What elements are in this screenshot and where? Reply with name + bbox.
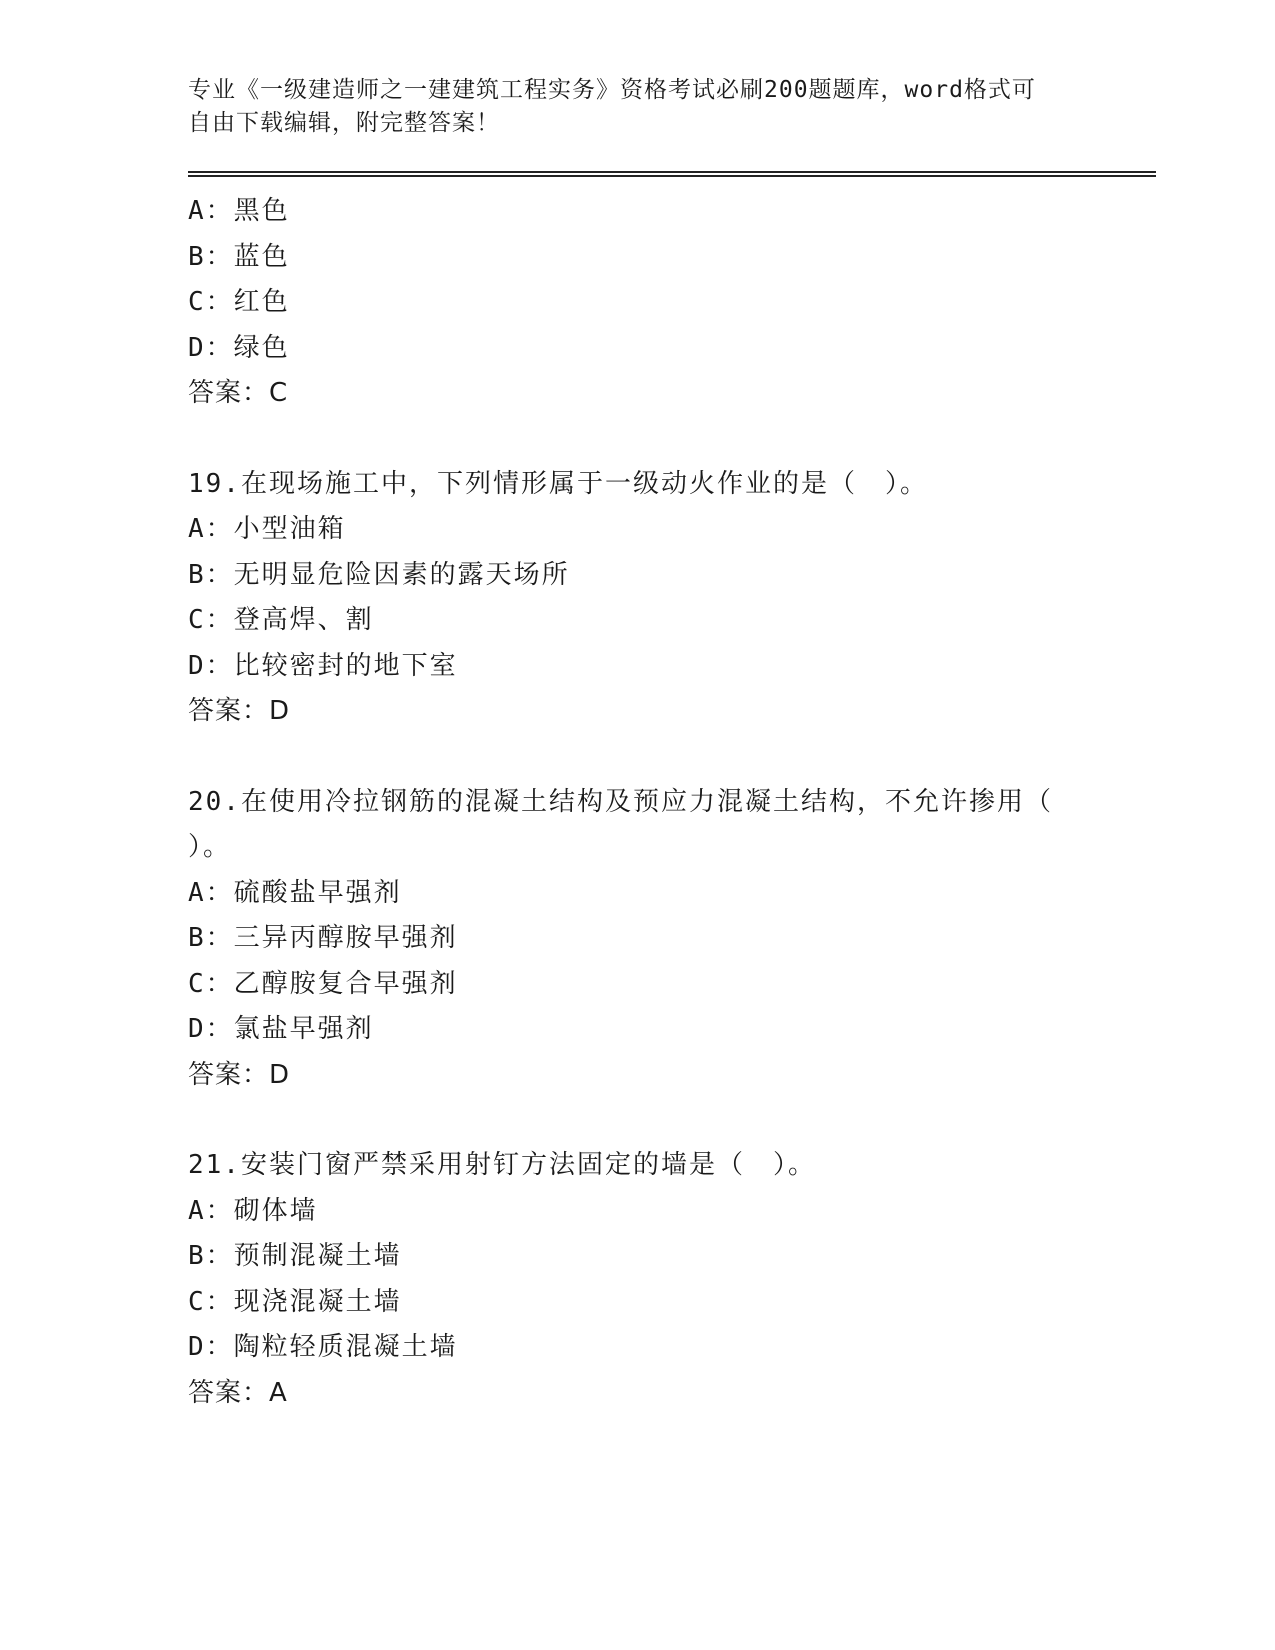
option-d: D：氯盐早强剂: [188, 1014, 374, 1044]
header-divider-bottom: [188, 175, 1156, 177]
option-d: D：绿色: [188, 332, 290, 363]
header-line-1: 专业《一级建造师之一建建筑工程实务》资格考试必刷200题题库，word格式可: [188, 77, 1036, 103]
option-b: B：无明显危险因素的露天场所: [188, 559, 570, 590]
option-c: C：乙醇胺复合早强剂: [188, 968, 458, 999]
question-21: [188, 1143, 1068, 1416]
option-b: B：预制混凝土墙: [188, 1241, 402, 1271]
option-a: A：砌体墙: [188, 1195, 318, 1226]
document-header: [188, 74, 1068, 140]
question-19: [188, 462, 1068, 735]
header-line-2: 自由下载编辑，附完整答案！: [188, 110, 500, 136]
option-a: A：小型油箱: [188, 514, 346, 544]
question-20: [188, 780, 1068, 1099]
header-divider-top: [188, 171, 1156, 173]
question-stem: 19.在现场施工中，下列情形属于一级动火作业的是（ ）。: [188, 468, 928, 499]
option-c: C：红色: [188, 287, 290, 317]
option-a: A：黑色: [188, 196, 290, 226]
answer: 答案：D: [188, 696, 291, 726]
option-c: C：登高焊、割: [188, 605, 374, 635]
option-d: D：比较密封的地下室: [188, 650, 458, 681]
option-a: A：硫酸盐早强剂: [188, 877, 402, 908]
option-d: D：陶粒轻质混凝土墙: [188, 1332, 458, 1362]
question-18-continued: [188, 189, 1068, 417]
question-stem: 20.在使用冷拉钢筋的混凝土结构及预应力混凝土结构，不允许掺用（: [188, 786, 1053, 817]
answer: 答案：C: [188, 378, 289, 408]
answer: 答案：A: [188, 1377, 288, 1408]
question-stem-continued: ）。: [188, 832, 232, 862]
question-stem: 21.安装门窗严禁采用射钉方法固定的墙是（ ）。: [188, 1150, 816, 1180]
option-b: B：三异丙醇胺早强剂: [188, 923, 458, 953]
option-b: B：蓝色: [188, 241, 290, 272]
question-list: [188, 189, 1068, 1416]
option-c: C：现浇混凝土墙: [188, 1286, 402, 1317]
answer: 答案：D: [188, 1059, 291, 1090]
